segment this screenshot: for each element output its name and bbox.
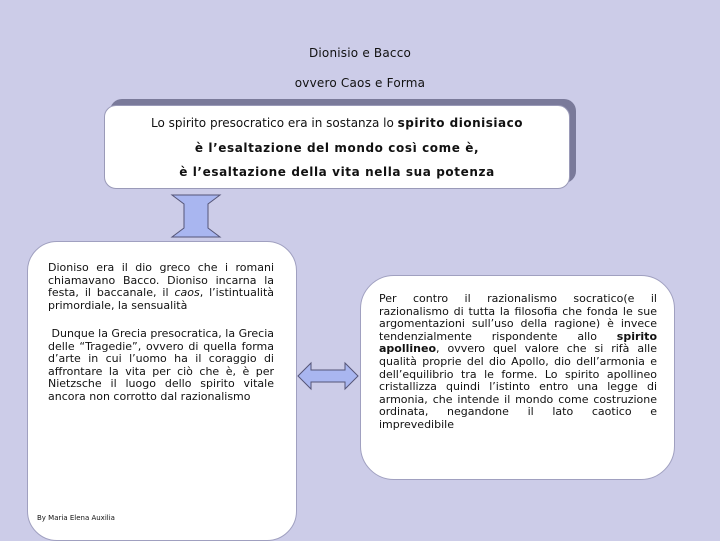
p1-text-b: , l’istintualità primordiale, la sensualità [48,286,274,312]
author-credit: By Maria Elena Auxilia [37,514,115,522]
vertical-double-arrow-icon [170,194,222,238]
rp-text-b: , ovvero quel valore che si rifà alle qualità proprie del dio Apollo, dio dell’armonia e dell’equilibrio tra le forme. Lo spirito apollineo cristallizza quindi l’istinto entro una legge di armonia, che intende il mondo come costruzione ordinata, negandone il lato caotico e imprevedibile [379,342,657,431]
top-box-line1-text: Lo spirito presocratico era in sostanza lo [151,116,394,130]
top-box-line1 [105,116,569,130]
horizontal-double-arrow-icon [297,361,359,391]
page-subtitle: ovvero Caos e Forma [294,76,426,90]
dionysus-paragraph-2 [48,328,274,404]
dionysus-paragraph-1 [48,262,274,312]
p2-text: Dunque la Grecia presocratica, la Grecia delle “Tragedie”, ovvero di quella forma d’arte in cui l’uomo ha il coraggio di affrontare la vita per ciò che è, è per Nietzsche il luogo dello spirito vitale ancora non corrotto dal razionalismo [48,327,275,403]
top-box [104,105,570,189]
rp-bold: spirito apollineo [379,329,657,356]
page-title: Dionisio e Bacco [308,46,412,60]
apollo-paragraph [379,293,657,432]
apollo-box [360,275,675,480]
p1-emphasis: caos [174,286,200,300]
top-box-line3: è l’esaltazione della vita nella sua potenza [179,165,495,179]
rp-text-a: Per contro il razionalismo socratico(e il razionalismo di tutta la filosofia che fonda le sue argomentazioni sull’uso della ragione) è invece tendenzialmente rispondente allo [379,292,657,343]
p1-text-a: Dioniso era il dio greco che i romani chiamavano Bacco. Dioniso incarna la festa, il baccanale, il [48,261,274,300]
top-box-line1-bold: spirito dionisiaco [397,116,523,130]
top-box-line2: è l’esaltazione del mondo così come è, [194,141,480,155]
dionysus-box [27,241,297,541]
